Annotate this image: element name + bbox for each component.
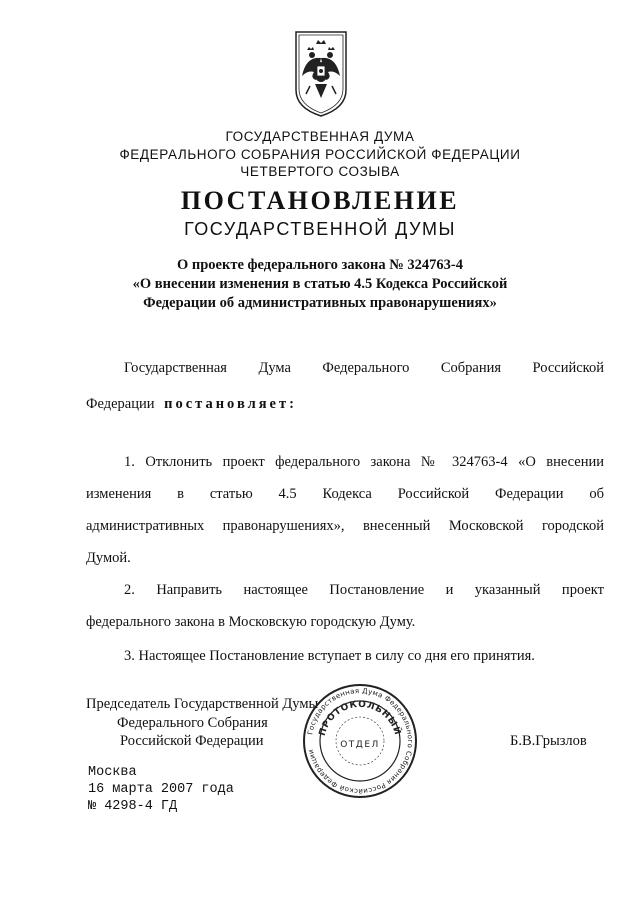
footer-number: № 4298-4 ГД [88,799,178,814]
paragraph-2-line-2: федерального закона в Московскую городскую Думу. [86,614,416,630]
protocol-department-seal [302,683,418,799]
preamble-resolves: постановляет: [164,396,297,412]
preamble-line-1: Государственная Дума Федерального Собрания Российской [124,360,604,376]
signature-role-2: Федерального Собрания [117,715,268,731]
paragraph-1-line-2: изменения в статью 4.5 Кодекса Российской Федерации об [86,486,604,502]
subject-line-3: Федерации об административных правонарушениях» [143,295,497,311]
paragraph-2-line-1: 2. Направить настоящее Постановление и указанный проект [124,582,604,598]
preamble [86,352,604,420]
header-line-3: ЧЕТВЕРТОГО СОЗЫВА [240,164,400,179]
paragraph-3 [86,640,604,672]
preamble-line-2 [86,384,604,420]
seal-inner-text: ПРОТОКОЛЬНЫЙ [317,699,403,738]
subject-line-2: «О внесении изменения в статью 4.5 Кодекса Российской [132,276,508,292]
document-subtitle: ГОСУДАРСТВЕННОЙ ДУМЫ [184,219,456,239]
paragraph-3-line-1: 3. Настоящее Постановление вступает в силу со дня его принятия. [124,648,535,664]
signature-role-3: Российской Федерации [120,733,264,749]
header-line-1: ГОСУДАРСТВЕННАЯ ДУМА [225,129,415,144]
paragraph-2 [86,574,604,638]
footer-city: Москва [88,765,137,780]
signatory-name: Б.В.Грызлов [510,733,587,749]
header-line-2: ФЕДЕРАЛЬНОГО СОБРАНИЯ РОССИЙСКОЙ ФЕДЕРАЦИИ [119,147,521,162]
double-headed-eagle-emblem-icon [292,28,350,118]
paragraph-1-line-1: 1. Отклонить проект федерального закона № 324763-4 «О внесении [124,454,604,470]
paragraph-1-line-3: административных правонарушениях», внесенный Московской городской [86,518,604,534]
signature-role-1: Председатель Государственной Думы [86,696,319,712]
footer-date: 16 марта 2007 года [88,782,234,797]
document-title: ПОСТАНОВЛЕНИЕ [180,186,460,215]
paragraph-1 [86,446,604,574]
preamble-prefix: Федерации [86,396,155,412]
subject-line-1: О проекте федерального закона № 324763-4 [176,257,464,273]
paragraph-1-line-4: Думой. [86,550,131,566]
seal-outer-text: Государственная Дума Федерального Собрания Российской Федерации [306,686,415,796]
seal-center-text: ОТДЕЛ [340,740,380,750]
